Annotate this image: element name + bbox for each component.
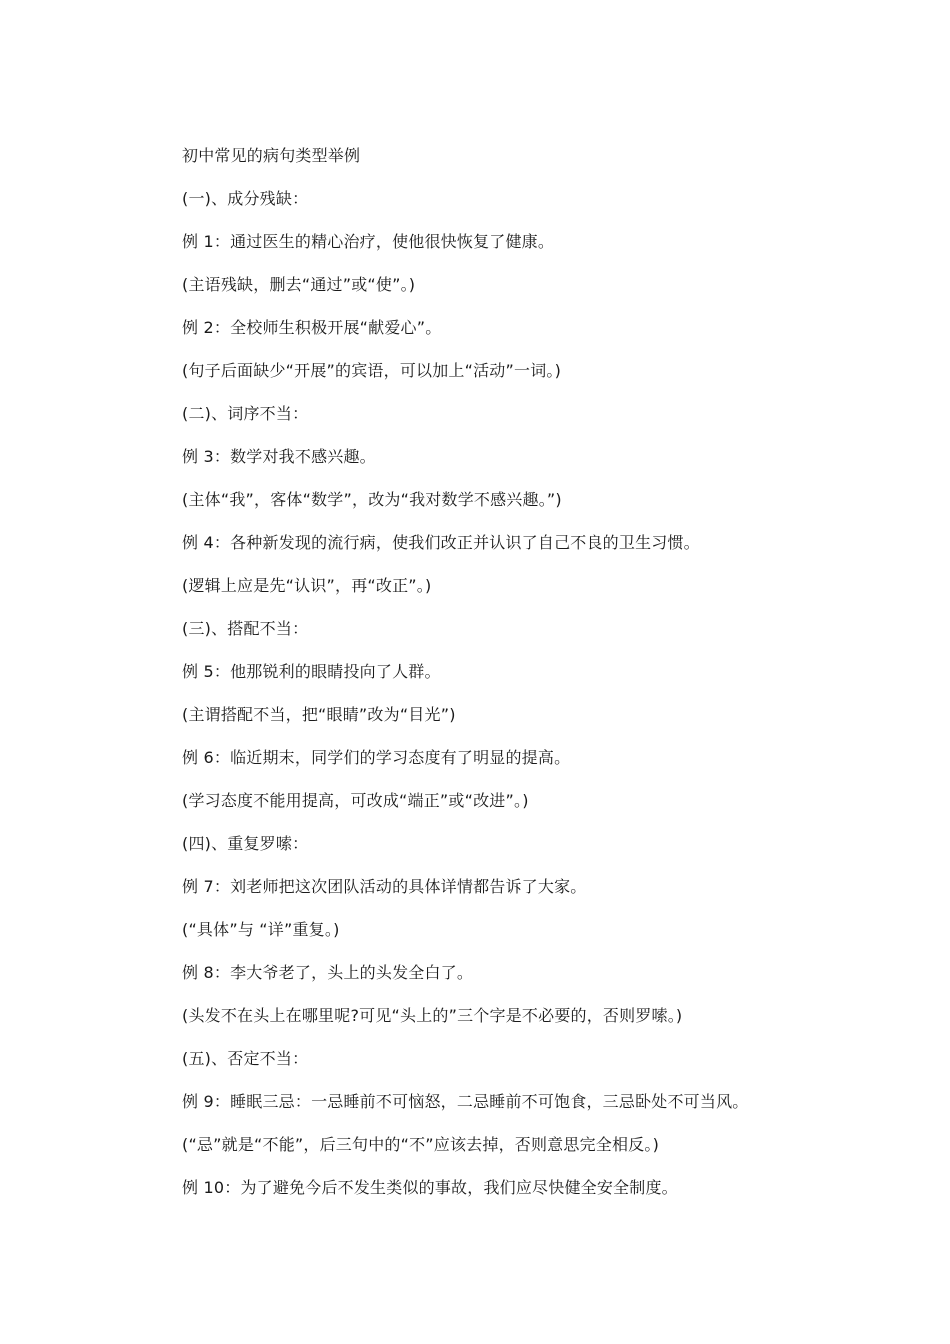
example-explanation: (“具体”与 “详”重复。) — [182, 920, 340, 939]
example-explanation: (主语残缺，删去“通过”或“使”。) — [182, 275, 416, 294]
document-body — [182, 143, 882, 1218]
section-heading: (五)、否定不当： — [182, 1049, 309, 1068]
example-explanation: (主谓搭配不当，把“眼睛”改为“目光”) — [182, 705, 456, 724]
section-heading: (二)、词序不当： — [182, 404, 309, 423]
example-explanation: (句子后面缺少“开展”的宾语，可以加上“活动”一词。) — [182, 361, 562, 380]
example-sentence: 例 8：李大爷老了，头上的头发全白了。 — [182, 963, 474, 982]
example-explanation: (逻辑上应是先“认识”，再“改正”。) — [182, 576, 432, 595]
section-heading: (三)、搭配不当： — [182, 619, 309, 638]
example-sentence: 例 10：为了避免今后不发生类似的事故，我们应尽快健全安全制度。 — [182, 1178, 678, 1197]
section-heading: (一)、成分残缺： — [182, 189, 309, 208]
example-sentence: 例 3：数学对我不感兴趣。 — [182, 447, 376, 466]
example-sentence: 例 4：各种新发现的流行病，使我们改正并认识了自己不良的卫生习惯。 — [182, 533, 700, 552]
example-sentence: 例 5：他那锐利的眼睛投向了人群。 — [182, 662, 441, 681]
example-sentence: 例 6：临近期末，同学们的学习态度有了明显的提高。 — [182, 748, 571, 767]
example-sentence: 例 2：全校师生积极开展“献爱心”。 — [182, 318, 442, 337]
document-title: 初中常见的病句类型举例 — [182, 146, 361, 165]
example-explanation: (头发不在头上在哪里呢?可见“头上的”三个字是不必要的，否则罗嗦。) — [182, 1006, 683, 1025]
section-heading: (四)、重复罗嗦： — [182, 834, 309, 853]
example-sentence: 例 9：睡眠三忌：一忌睡前不可恼怒，二忌睡前不可饱食，三忌卧处不可当风。 — [182, 1092, 749, 1111]
example-sentence: 例 1：通过医生的精心治疗，使他很快恢复了健康。 — [182, 232, 555, 251]
example-explanation: (“忌”就是“不能”，后三句中的“不”应该去掉，否则意思完全相反。) — [182, 1135, 660, 1154]
example-sentence: 例 7：刘老师把这次团队活动的具体详情都告诉了大家。 — [182, 877, 587, 896]
example-explanation: (学习态度不能用提高，可改成“端正”或“改进”。) — [182, 791, 529, 810]
example-explanation: (主体“我”，客体“数学”，改为“我对数学不感兴趣。”) — [182, 490, 562, 509]
